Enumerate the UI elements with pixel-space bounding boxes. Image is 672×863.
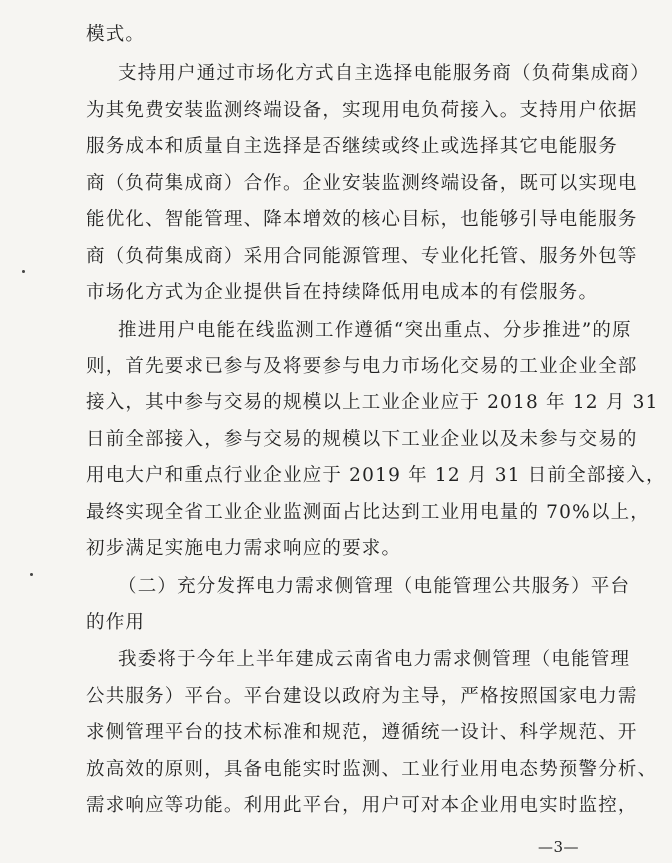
page-number: —3— [538, 838, 580, 856]
text-line: 放高效的原则，具备电能实时监测、工业行业用电态势预警分析、 [86, 758, 658, 780]
text-line: 支持用户通过市场化方式自主选择电能服务商（负荷集成商） [118, 63, 650, 85]
text-line: 商（负荷集成商）采用合同能源管理、专业化托管、服务外包等 [86, 245, 638, 267]
text-line: 初步满足实施电力需求响应的要求。 [86, 538, 402, 560]
text-line: 能优化、智能管理、降本增效的核心目标，也能够引导电能服务 [86, 209, 638, 231]
text-line: 需求响应等功能。利用此平台，用户可对本企业用电实时监控， [86, 795, 638, 817]
text-line: 用电大户和重点行业企业应于 2019 年 12 月 31 日前全部接入， [86, 465, 666, 487]
text-line: 公共服务）平台。平台建设以政府为主导，严格按照国家电力需 [86, 685, 638, 707]
text-line: 市场化方式为企业提供旨在持续降低用电成本的有偿服务。 [86, 282, 599, 304]
text-line: 日前全部接入，参与交易的规模以下工业企业以及未参与交易的 [86, 428, 638, 450]
section-heading: （二）充分发挥电力需求侧管理（电能管理公共服务）平台 [118, 575, 631, 597]
text-line: 服务成本和质量自主选择是否继续或终止或选择其它电能服务 [86, 136, 618, 158]
text-line: 商（负荷集成商）合作。企业安装监测终端设备，既可以实现电 [86, 172, 638, 194]
text-line: 求侧管理平台的技术标准和规范，遵循统一设计、科学规范、开 [86, 722, 638, 744]
section-heading: 的作用 [86, 612, 146, 634]
text-line: 接入，其中参与交易的规模以上工业企业应于 2018 年 12 月 31 [86, 392, 659, 414]
text-line: 最终实现全省工业企业监测面占比达到工业用电量的 70%以上， [86, 501, 651, 523]
text-line: 推进用户电能在线监测工作遵循“突出重点、分步推进”的原 [118, 319, 632, 341]
text-line: 则，首先要求已参与及将要参与电力市场化交易的工业企业全部 [86, 355, 638, 377]
text-line: 为其免费安装监测终端设备，实现用电负荷接入。支持用户依据 [86, 99, 638, 121]
scan-speck [30, 573, 33, 576]
text-line: 我委将于今年上半年建成云南省电力需求侧管理（电能管理 [118, 649, 631, 671]
text-line: 模式。 [86, 24, 146, 45]
scan-speck [22, 270, 25, 273]
